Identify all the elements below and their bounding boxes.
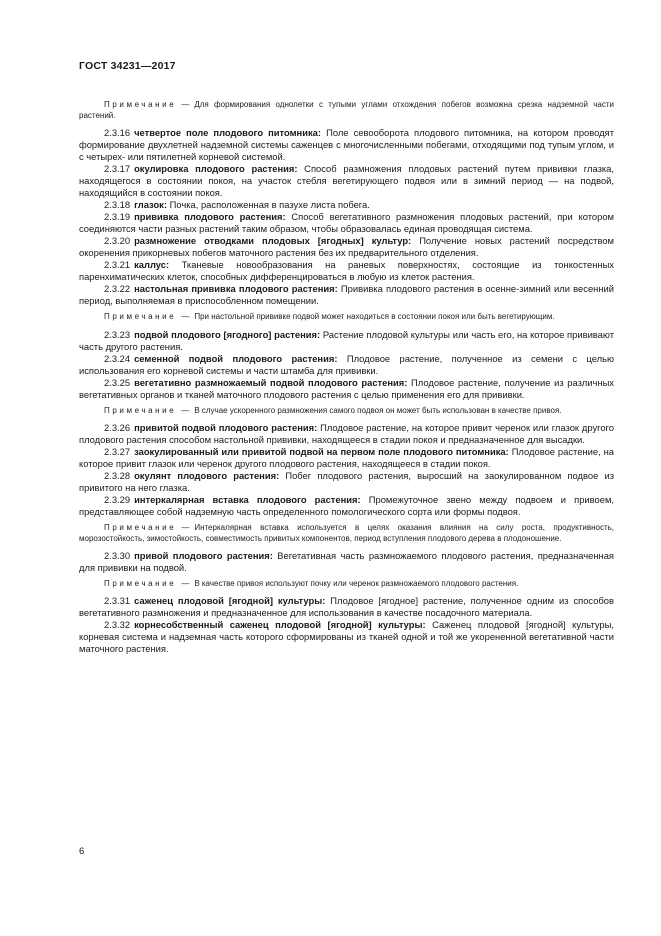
clause-number: 2.3.28 — [104, 469, 131, 481]
clause-number: 2.3.21 — [104, 259, 131, 271]
note-label: Примечание — [104, 405, 177, 415]
note-dash: — — [181, 100, 190, 109]
definition-text: Почка, расположенная в пазухе листа побега. — [167, 199, 370, 211]
definition-paragraph — [79, 235, 614, 259]
definition-paragraph — [79, 283, 614, 307]
clause-number: 2.3.29 — [104, 493, 131, 505]
note-dash: — — [181, 579, 190, 589]
clause-number: 2.3.18 — [104, 199, 131, 211]
document-body — [79, 95, 614, 655]
definition-text: Плодовое растение, получение из различных вегетативных органов и тканей маточного плодового растения с целью применения его для прививки. — [79, 376, 614, 400]
clause-number: 2.3.24 — [104, 352, 131, 364]
clause-number: 2.3.31 — [104, 595, 131, 607]
definition-paragraph — [79, 377, 614, 401]
term: размножение отводками плодовых [ягодных] культур: — [134, 235, 412, 247]
note-label: Примечание — [104, 312, 177, 322]
definition-paragraph — [79, 329, 614, 353]
term: каллус: — [134, 259, 170, 271]
term: интеркалярная вставка плодового растения: — [134, 493, 361, 505]
definition-paragraph — [79, 550, 614, 574]
note-label: Примечание — [104, 522, 177, 532]
clause-number: 2.3.19 — [104, 211, 131, 223]
note-text: В случае ускоренного размножения самого подвоя он может быть использован в качестве привоя. — [194, 405, 562, 415]
clause-number: 2.3.17 — [104, 163, 131, 175]
term: вегетативно размножаемый подвой плодового растения: — [134, 376, 408, 388]
term: привой плодового растения: — [134, 550, 273, 562]
term: саженец плодовой [ягодной] культуры: — [134, 595, 326, 607]
definition-paragraph — [79, 470, 614, 494]
clause-number: 2.3.30 — [104, 550, 131, 562]
definition-text: Способ размножения плодовых растений путем прививки глазка, находящегося в состоянии покоя, на участок стебля вегетирующего подвоя или в зимний период — на подвой, находящийся в состоянии покоя. — [79, 163, 614, 199]
definition-text: Саженец плодовой [ягодной] культуры, корневая система и надземная часть которого сформированы из тканей одной и той же укорененной вегетативной части маточного растения. — [79, 619, 614, 655]
definition-text: Плодовое растение, полученное из семени с целью использования его корневой системы и части штамба для прививки. — [79, 352, 614, 376]
note-text: В качестве привоя используют почку или черенок размножаемого плодового растения. — [194, 579, 519, 589]
note-dash: — — [181, 312, 190, 322]
definition-text: Побег плодового растения, выросший на заокулированном подвое из привитого на него глазка. — [79, 469, 614, 493]
definition-paragraph — [79, 127, 614, 163]
term: окулировка плодового растения: — [134, 163, 298, 175]
term: настольная прививка плодового растения: — [134, 283, 338, 295]
page-number: 6 — [79, 846, 85, 857]
document-header: ГОСТ 34231—2017 — [79, 60, 176, 72]
definition-paragraph — [79, 494, 614, 518]
definition-paragraph — [79, 422, 614, 446]
definition-paragraph — [79, 259, 614, 283]
definition-paragraph — [79, 199, 614, 211]
term: заокулированный или привитой подвой на первом поле плодового питомника: — [134, 445, 509, 457]
term: корнесобственный саженец плодовой [ягодной] культуры: — [134, 619, 426, 631]
note — [79, 522, 614, 544]
definition-text: Плодовое растение, на которое привит глазок или черенок другого плодового растения, находящееся в стадии покоя. — [79, 445, 615, 469]
definition-text: Вегетативная часть размножаемого плодового растения, предназначенная для прививки на подвой. — [79, 550, 614, 574]
note-dash: — — [181, 522, 190, 532]
term: глазок: — [134, 199, 167, 211]
clause-number: 2.3.27 — [104, 445, 131, 457]
term: подвой плодового [ягодного] растения: — [134, 328, 321, 340]
clause-number: 2.3.22 — [104, 283, 131, 295]
term: привитой подвой плодового растения: — [134, 421, 318, 433]
definition-paragraph — [79, 353, 614, 377]
definition-text: Способ вегетативного размножения плодовых растений, при котором соединяются части разных растений таким образом, чтобы образовалась единая проводящая система. — [79, 211, 614, 235]
clause-number: 2.3.23 — [104, 328, 131, 340]
definition-text: Поле севооборота плодового питомника, на котором проводят формирование двухлетней надземной системы саженцев с многочисленными побегами, отходящими под тупым углом, и с четырех- или пятилетней корневой системой. — [79, 127, 614, 163]
note — [79, 99, 614, 121]
clause-number: 2.3.32 — [104, 619, 131, 631]
definition-text: Тканевые новообразования на раневых поверхностях, состоящие из тонкостенных паренхиматических клеток, способных дифференцироваться в любую из клеток растения. — [79, 259, 614, 283]
term: окулянт плодового растения: — [134, 469, 280, 481]
clause-number: 2.3.26 — [104, 421, 131, 433]
clause-number: 2.3.20 — [104, 235, 131, 247]
note — [79, 578, 614, 589]
definition-text: Получение новых растений посредством окоренения прикорневых побегов маточного растения без их предварительного отделения. — [79, 235, 614, 259]
term: прививка плодового растения: — [134, 211, 286, 223]
definition-paragraph — [79, 595, 614, 619]
note — [79, 311, 614, 322]
definition-text: Прививка плодового растения в осенне-зимний или весенний период, выполняемая в приспособленном помещении. — [79, 283, 614, 307]
definition-paragraph — [79, 211, 614, 235]
definition-text: Плодовое растение, на которое привит черенок или глазок другого плодового растения способом настольной прививки, находящееся в стадии покоя и предназначенное для высадки. — [79, 421, 614, 445]
note-text: Интеркалярная вставка используется в целях оказания влияния на силу роста, продуктивность, морозостойкость, зимостойкость, совместимость привитых компонентов, период вступления плодового дерева в плодоношение. — [79, 522, 614, 544]
note-text: При настольной прививке подвой может находиться в состоянии покоя или быть вегетирующим. — [194, 312, 555, 322]
term: семенной подвой плодового растения: — [134, 352, 338, 364]
note — [79, 405, 614, 416]
definition-text: Плодовое [ягодное] растение, полученное одним из способов вегетативного размножения и предназначенное для использования в качестве посадочного материала. — [79, 595, 614, 619]
clause-number: 2.3.25 — [104, 376, 131, 388]
definition-paragraph — [79, 446, 614, 470]
definition-paragraph — [79, 163, 614, 199]
term: четвертое поле плодового питомника: — [134, 127, 322, 139]
definition-paragraph — [79, 619, 614, 655]
clause-number: 2.3.16 — [104, 127, 131, 139]
note-label: Примечание — [104, 579, 177, 589]
definition-text: Растение плодовой культуры или часть его, на которое прививают часть другого растения. — [79, 328, 615, 352]
note-dash: — — [181, 405, 190, 415]
note-label: Примечание — [104, 100, 177, 109]
note-text: Для формирования однолетки с тупыми углами отхождения побегов возможна срезка надземной части растений. — [79, 100, 614, 121]
definition-text: Промежуточное звено между подвоем и привоем, представляющее собой надземную часть определенного помологического сорта или формы подвоя. — [79, 493, 614, 517]
